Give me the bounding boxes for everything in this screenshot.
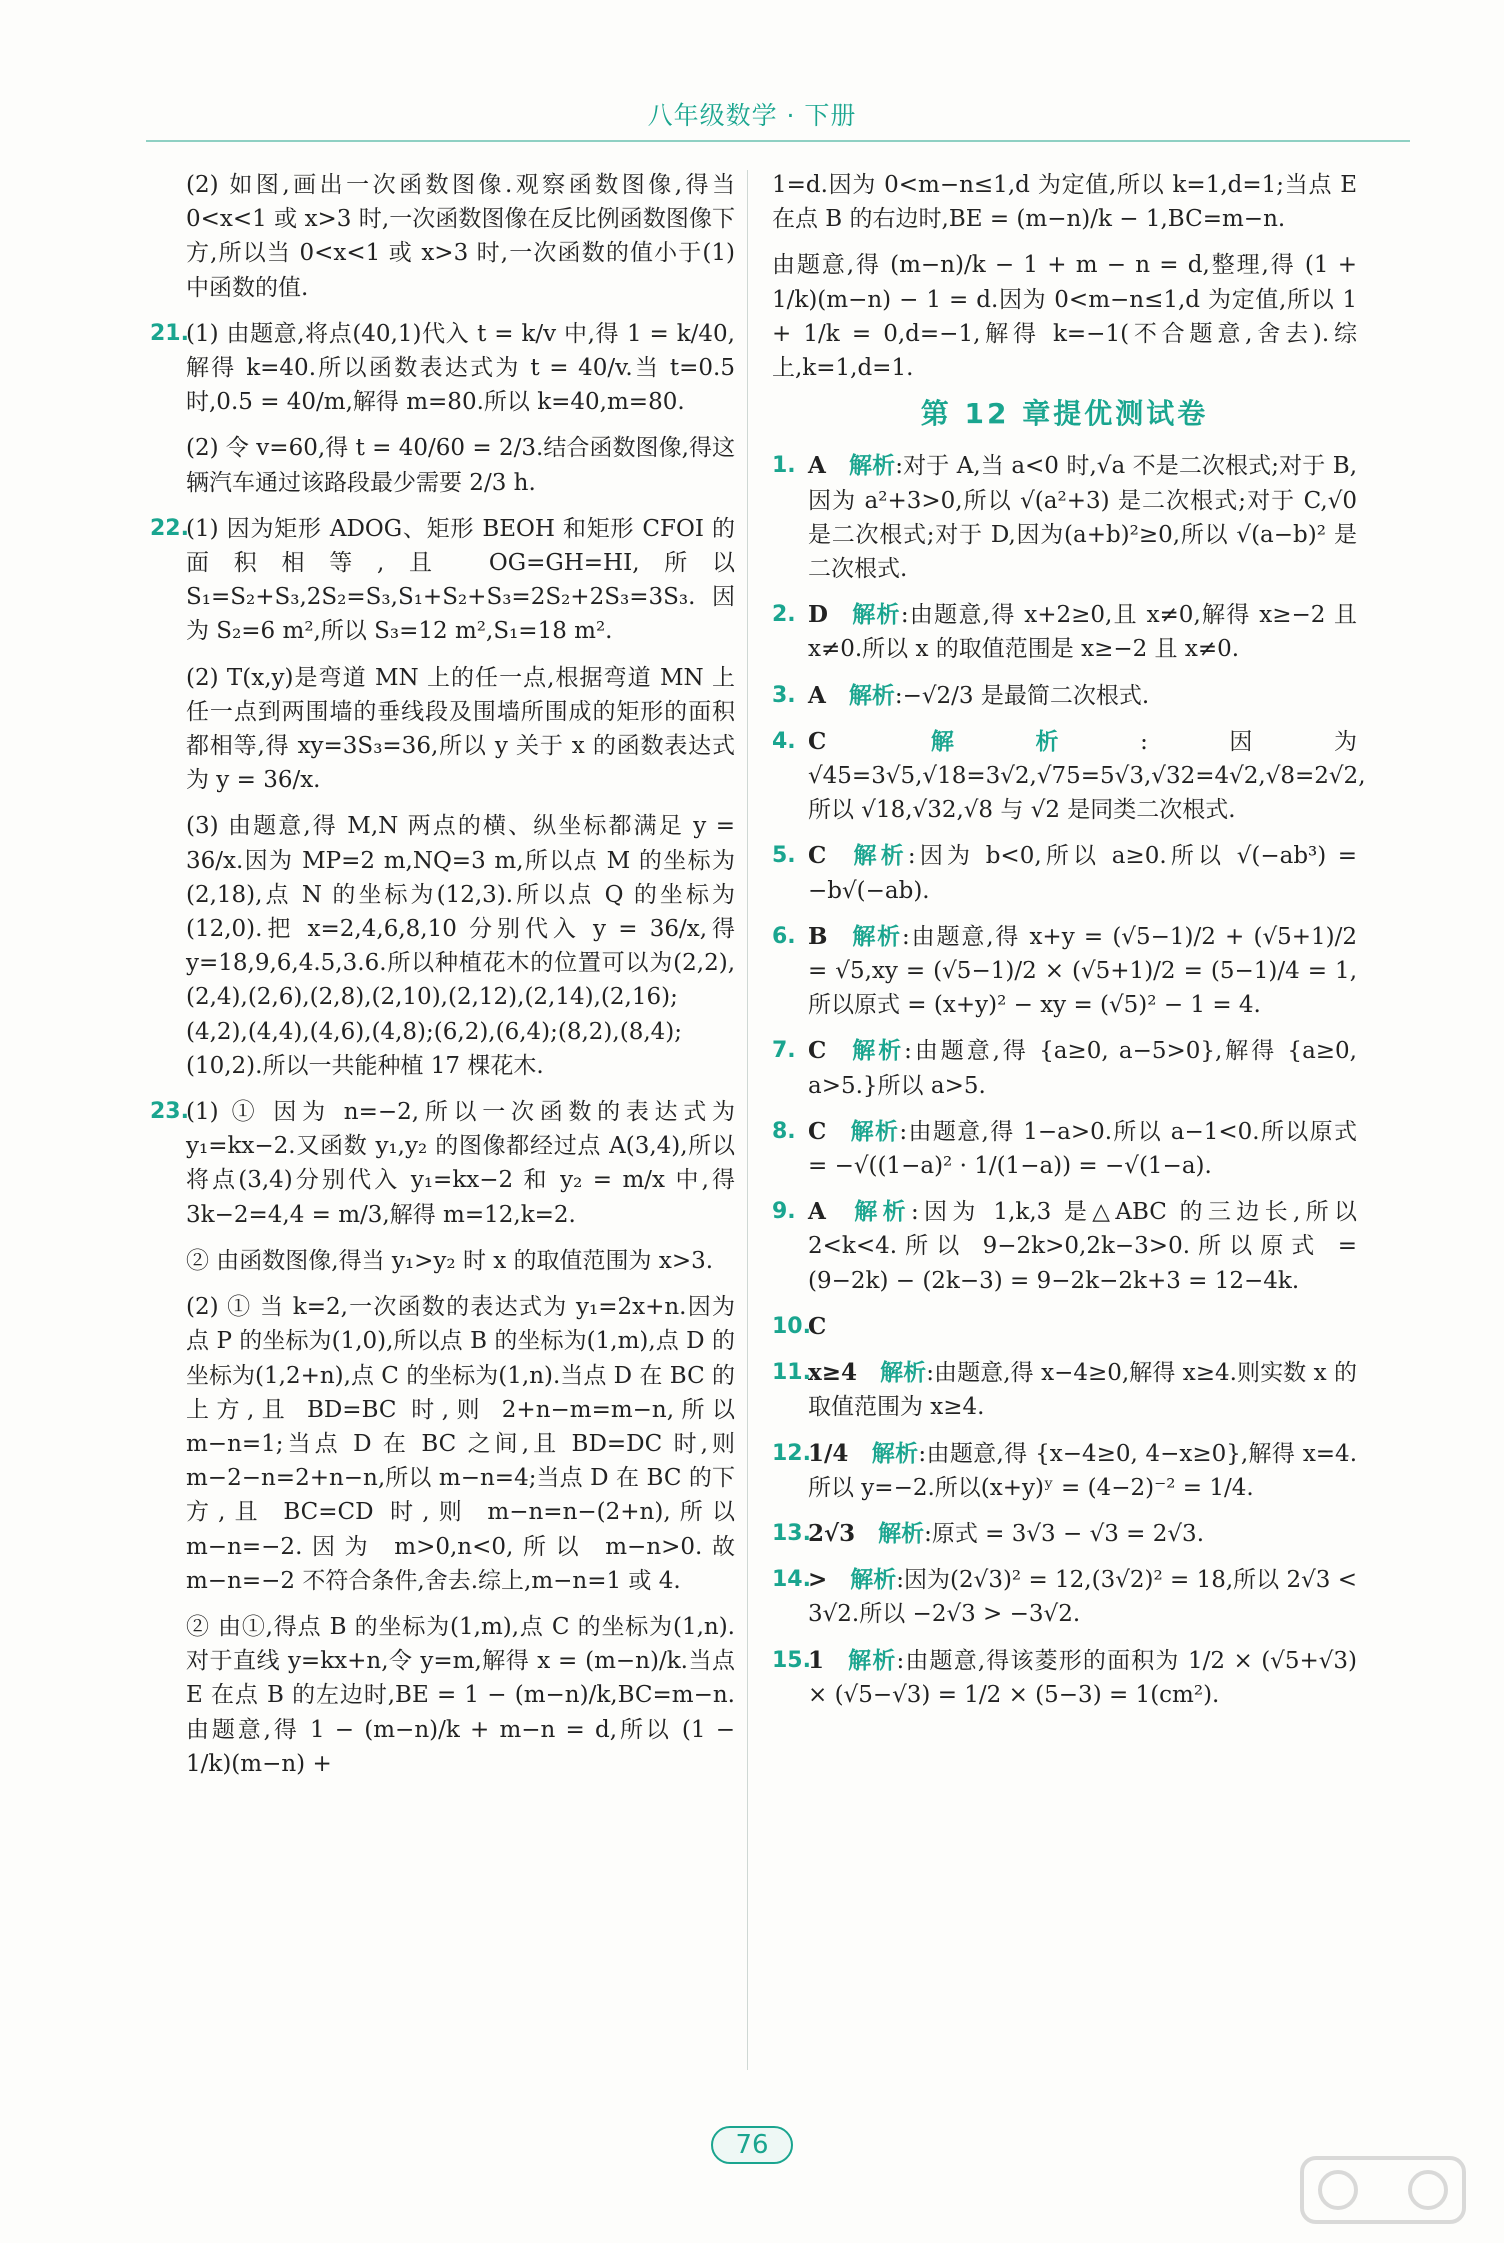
answer-item	[772, 1310, 1357, 1344]
answer-choice: B	[808, 922, 828, 950]
answer-item	[772, 598, 1357, 666]
answer-choice: C	[808, 1037, 827, 1065]
running-header: 八年级数学 · 下册	[647, 101, 857, 130]
analysis-label: 解析	[848, 453, 896, 480]
left-column	[150, 168, 735, 1793]
solution-text: (1) ① 因为 n=−2,所以一次函数的表达式为 y₁=kx−2.又函数 y₁,y₂ 的图像都经过点 A(3,4),所以将点(3,4)分别代入 y₁=kx−2 和 y₂ = m/x 中,得 3k−2=4,4 = m/3,解得 m=12,k=2.	[186, 1099, 735, 1228]
answer-number: 7.	[772, 1038, 796, 1064]
solution-text: (2) 令 v=60,得 t = 40/60 = 2/3.结合函数图像,得这辆汽车通过该路段最少需要 2/3 h.	[186, 435, 735, 496]
answer-choice: C	[808, 842, 827, 870]
answer-item	[772, 449, 1357, 586]
solution-item	[150, 168, 735, 305]
analysis-label: 解析	[850, 602, 901, 629]
analysis-text: :对于 A,当 a<0 时,√a 不是二次根式;对于 B,因为 a²+3>0,所以 √(a²+3) 是二次根式;对于 C,√0 是二次根式;对于 D,因为(a+b)²≥0,所以 √(a−b)² 是二次根式.	[808, 453, 1358, 583]
solution-item	[150, 1610, 735, 1781]
analysis-text: :因为(2√3)² = 12,(3√2)² = 18,所以 2√3 < 3√2.所以 −2√3 > −3√2.	[808, 1567, 1358, 1628]
solution-text: ② 由函数图像,得当 y₁>y₂ 时 x 的取值范围为 x>3.	[186, 1247, 714, 1274]
section-title: 第 12 章提优测试卷	[920, 397, 1209, 431]
solution-text: (2) T(x,y)是弯道 MN 上的任一点,根据弯道 MN 上任一点到两围墙的垂线段及围墙所围成的矩形的面积都相等,得 xy=3S₃=36,所以 y 关于 x 的函数表达式为 y = 36/x.	[186, 664, 735, 794]
answer-choice: x≥4	[808, 1359, 857, 1387]
answer-number: 5.	[772, 843, 796, 869]
answer-choice: >	[808, 1566, 828, 1594]
answer-item	[772, 1034, 1357, 1102]
solution-text: (2) 如图,画出一次函数图像.观察函数图像,得当 0<x<1 或 x>3 时,一次函数图像在反比例函数图像下方,所以当 0<x<1 或 x>3 时,一次函数的值小于(1)中函数的值.	[186, 172, 735, 301]
answer-item	[772, 1517, 1357, 1551]
page-number-badge	[0, 2126, 1504, 2164]
analysis-label: 解析	[848, 682, 895, 709]
answer-list	[772, 449, 1366, 1712]
answer-number: 10.	[772, 1313, 811, 1339]
analysis-text: :因为 b<0,所以 a≥0.所以 √(−ab³) = −b√(−ab).	[808, 843, 1358, 904]
solution-text: (1) 由题意,将点(40,1)代入 t = k/v 中,得 1 = k/40,解得 k=40.所以函数表达式为 t = 40/v.当 t=0.5 时,0.5 = 40/m,解得 m=80.所以 k=40,m=80.	[186, 320, 735, 416]
answer-number: 3.	[772, 682, 796, 708]
analysis-label: 解析	[850, 923, 903, 950]
analysis-text: :由题意,得 {a≥0, a−5>0},解得 {a≥0, a>5.}所以 a>5.	[808, 1038, 1357, 1099]
answer-choice: 1	[808, 1646, 825, 1674]
solution-text: (1) 因为矩形 ADOG、矩形 BEOH 和矩形 CFOI 的面积相等,且 OG=GH=HI,所以 S₁=S₂+S₃,2S₂=S₃,S₁+S₂+S₃=2S₂+2S₃=3S₃.因为 S₂=6 m²,所以 S₃=12 m²,S₁=18 m².	[186, 515, 735, 645]
answer-choice: 1/4	[808, 1439, 849, 1467]
header-rule	[146, 140, 1410, 142]
solution-item	[150, 1095, 735, 1232]
answer-number: 8.	[772, 1118, 796, 1144]
answer-number: 1.	[772, 453, 796, 479]
answer-number: 11.	[772, 1360, 811, 1386]
analysis-label: 解析	[849, 1038, 905, 1065]
continued-solution-text: 1=d.因为 0<m−n≤1,d 为定值,所以 k=1,d=1;当点 E 在点 B 的右边时,BE = (m−n)/k − 1,BC=m−n.	[772, 172, 1357, 233]
analysis-text: :−√2/3 是最简二次根式.	[894, 682, 1150, 709]
analysis-text: :由题意,得 1−a>0.所以 a−1<0.所以原式 = −√((1−a)² · 1/(1−a)) = −√(1−a).	[808, 1118, 1357, 1180]
answer-choice: C	[808, 1312, 827, 1340]
answer-item	[772, 1644, 1357, 1712]
analysis-label: 解析	[848, 1199, 911, 1226]
continued-solution-text: 由题意,得 (m−n)/k − 1 + m − n = d,整理,得 (1 + 1/k)(m−n) − 1 = d.因为 0<m−n≤1,d 为定值,所以 1 + 1/k = 0,d=−1,解得 k=−1(不合题意,舍去).综上,k=1,d=1.	[772, 252, 1357, 382]
answer-number: 6.	[772, 923, 796, 949]
solution-text: (2) ① 当 k=2,一次函数的表达式为 y₁=2x+n.因为点 P 的坐标为(1,0),所以点 B 的坐标为(1,m),点 D 的坐标为(1,2+n),点 C 的坐标为(1,n).当点 D 在 BC 的上方,且 BD=BC 时,则 2+n−m=m−n,所以 m−n=1;当点 D 在 BC 之间,且 BD=DC 时,则 m−2−n=2+n−n,所以 m−n=4;当点 D 在 BC 的下方,且 BC=CD 时,则 m−n=n−(2+n),所以 m−n=−2.因为 m>0,n<0,所以 m−n>0.故 m−n=−2 不符合条件,舍去.综上,m−n=1 或 4.	[186, 1294, 735, 1594]
answer-item	[772, 679, 1357, 713]
answer-number: 4.	[772, 728, 796, 754]
page-number: 76	[711, 2126, 792, 2164]
analysis-label: 解析	[878, 1520, 925, 1547]
analysis-label: 解析	[849, 843, 908, 870]
answer-item	[772, 1356, 1357, 1424]
analysis-label: 解析	[871, 1440, 919, 1467]
answer-number: 2.	[772, 602, 796, 628]
answer-choice: A	[808, 452, 826, 480]
analysis-label: 解析	[849, 1118, 900, 1145]
analysis-label: 解析	[849, 728, 1141, 755]
solution-item	[150, 809, 735, 1083]
solution-item	[150, 1244, 735, 1278]
answer-choice: A	[808, 681, 826, 709]
solution-text: ② 由①,得点 B 的坐标为(1,m),点 C 的坐标为(1,n).对于直线 y=kx+n,令 y=m,解得 x = (m−n)/k.当点 E 在点 B 的左边时,BE = 1 − (m−n)/k,BC=m−n.由题意,得 1 − (m−n)/k + m−n = d,所以 (1 − 1/k)(m−n) +	[186, 1613, 735, 1777]
answer-item	[772, 1115, 1357, 1183]
answer-number: 15.	[772, 1647, 811, 1673]
problem-number: 23.	[150, 1099, 189, 1125]
answer-item	[772, 725, 1366, 828]
right-column	[772, 168, 1366, 1724]
solution-item	[150, 317, 735, 420]
answer-choice: C	[808, 727, 827, 755]
analysis-text: :由题意,得该菱形的面积为 1/2 × (√5+√3) × (√5−√3) = 1/2 × (5−3) = 1(cm²).	[808, 1647, 1358, 1708]
answer-choice: D	[808, 601, 828, 629]
solution-text: (3) 由题意,得 M,N 两点的横、纵坐标都满足 y = 36/x.因为 MP=2 m,NQ=3 m,所以点 M 的坐标为(2,18),点 N 的坐标为(12,3).所以点 Q 的坐标为(12,0).把 x=2,4,6,8,10 分别代入 y = 36/x,得 y=18,9,6,4.5,3.6.所以种植花木的位置可以为(2,2),(2,4),(2,6),(2,8),(2,10),(2,12),(2,14),(2,16);(4,2),(4,4),(4,6),(4,8);(6,2),(6,4);(8,2),(8,4);(10,2).所以一共能种植 17 棵花木.	[186, 813, 735, 1079]
analysis-text: :由题意,得 {x−4≥0, 4−x≥0},解得 x=4.所以 y=−2.所以(x+y)ʸ = (4−2)⁻² = 1/4.	[808, 1440, 1358, 1501]
answer-item	[772, 839, 1357, 907]
analysis-text: :由题意,得 x+y = (√5−1)/2 + (√5+1)/2 = √5,xy = (√5−1)/2 × (√5+1)/2 = (5−1)/4 = 1,所以原式 = (x+y)² − xy = (√5)² − 1 = 4.	[808, 923, 1357, 1019]
answer-item	[772, 1563, 1357, 1631]
analysis-text: :由题意,得 x−4≥0,解得 x≥4.则实数 x 的取值范围为 x≥4.	[808, 1360, 1357, 1421]
analysis-label: 解析	[847, 1647, 897, 1674]
answer-number: 14.	[772, 1567, 811, 1593]
solution-item	[150, 512, 735, 649]
answer-choice: 2√3	[808, 1519, 856, 1547]
problem-number: 21.	[150, 320, 189, 346]
analysis-text: :由题意,得 x+2≥0,且 x≠0,解得 x≥−2 且 x≠0.所以 x 的取值范围是 x≥−2 且 x≠0.	[808, 602, 1358, 663]
answer-number: 13.	[772, 1520, 811, 1546]
answer-choice: C	[808, 1117, 827, 1145]
column-divider	[747, 170, 748, 2070]
answer-number: 9.	[772, 1199, 796, 1225]
solution-item	[150, 661, 735, 798]
problem-number: 22.	[150, 515, 189, 541]
solution-item	[150, 1290, 735, 1598]
answer-item	[772, 920, 1357, 1023]
site-watermark-logo	[1298, 2150, 1468, 2230]
answer-item	[772, 1195, 1357, 1298]
analysis-label: 解析	[880, 1360, 927, 1387]
analysis-label: 解析	[850, 1567, 897, 1594]
analysis-text: :原式 = 3√3 − √3 = 2√3.	[924, 1520, 1204, 1547]
analysis-text: :因为 1,k,3 是△ABC 的三边长,所以 2<k<4.所以 9−2k>0,2k−3>0.所以原式 = (9−2k) − (2k−3) = 9−2k−2k+3 = 12−4k.	[808, 1199, 1357, 1294]
analysis-text: :因为 √45=3√5,√18=3√2,√75=5√3,√32=4√2,√8=2√2,所以 √18,√32,√8 与 √2 是同类二次根式.	[808, 728, 1366, 824]
answer-number: 12.	[772, 1440, 811, 1466]
answer-choice: A	[808, 1198, 826, 1226]
answer-item	[772, 1437, 1357, 1505]
solution-item	[150, 431, 735, 499]
